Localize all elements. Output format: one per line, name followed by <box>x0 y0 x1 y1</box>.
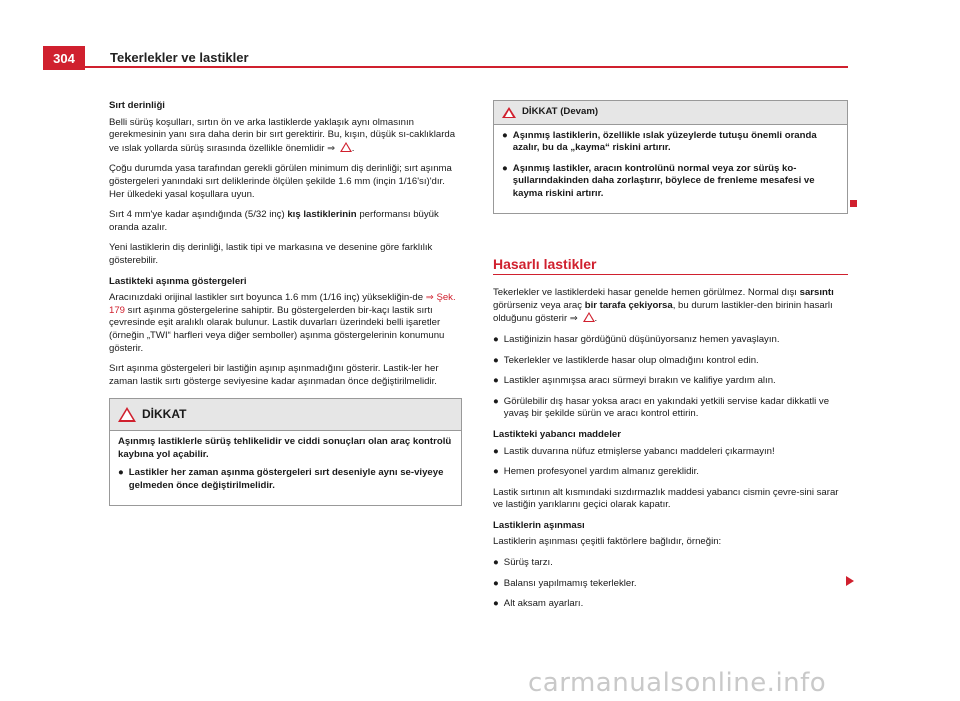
paragraph: Aracınızdaki orijinal lastikler sırt boyunca 1.6 mm (1/16 inç) yüksekliğin-de ⇒ Şek. 179 sırt aşınma göstergelerine sahiptir. Bu göstergelerden bir-kaçı lastik sırtı çevresinde eşit aralıklı olarak bulunur. Lastik duvarları üzerindeki belli işaretler (örneğin „TWI“ harfleri veya diğer semboller) aşınma göstergelerinin konumunu gösterir. <box>109 292 456 354</box>
warning-box-header <box>494 101 847 125</box>
list-item: ● Aşınmış lastikler, aracın kontrolünü normal veya zor sürüş ko-şullarındakinden daha zorlaştırır, böylece de frenleme mesafesi ve kayma riskini artırır. <box>502 162 815 199</box>
section-title: Hasarlı lastikler <box>493 258 848 276</box>
warning-box-header <box>110 399 461 431</box>
warning-triangle-icon: ! <box>118 407 136 422</box>
heading-foreign-objects: Lastikteki yabancı maddeler <box>493 428 621 440</box>
paragraph: Sırt 4 mm'ye kadar aşındığında (5/32 inç) kış lastiklerinin performansı büyük oranda azalır. <box>109 209 439 233</box>
list-item: ● Alt aksam ayarları. <box>493 598 584 610</box>
paragraph: Lastik sırtının alt kısmındaki sızdırmazlık maddesi yabancı cismin çevre-sini sarar ve lastiğin yarıklarını geçici olarak kapatır. <box>493 486 839 511</box>
list-item: ● Balansı yapılmamış tekerlekler. <box>493 577 637 589</box>
figure-reference-link[interactable]: ⇒ Şek. 179 <box>109 292 456 316</box>
warning-box-continued <box>493 100 848 214</box>
heading-wear-indicators: Lastikteki aşınma göstergeleri <box>109 275 247 287</box>
list-item: ● Lastikler her zaman aşınma göstergeleri sırt deseniyle aynı se-viyeye gelmeden önce değiştirilmelidir. <box>118 467 444 492</box>
list-item: ● Görülebilir dış hasar yoksa aracı en yakındaki yetkili servise kadar dikkatli ve yavaş bir şekilde sürün ve aracı kontrol ettirin. <box>493 395 830 420</box>
list-item: ● Lastikler aşınmışsa aracı sürmeyi bırakın ve kalifiye yardım alın. <box>493 375 776 387</box>
warning-box <box>109 398 462 505</box>
page-number: 304 <box>43 46 85 70</box>
warning-title: DİKKAT (Devam) <box>522 106 599 117</box>
paragraph: Sırt aşınma göstergeleri bir lastiğin aşınıp aşınmadığını gösterir. Lastik-ler her zaman lastik sırtı gösterge seviyesine kadar aşınmadan önce değiştirilmelidir. <box>109 363 439 387</box>
warning-text: Aşınmış lastiklerle sürüş tehlikelidir ve ciddi sonuçları olan araç kontrolü kaybına yol açabilir. <box>118 436 452 460</box>
warning-title: DİKKAT <box>142 407 187 422</box>
right-column <box>493 100 848 619</box>
paragraph: Tekerlekler ve lastiklerdeki hasar genelde hemen görülmez. Normal dışı sarsıntı görürseniz veya araç bir tarafa çekiyorsa, bu durum lastikler-den birinin hasarlı olduğunu gösterir ⇒ . <box>493 287 834 325</box>
continue-arrow-icon <box>846 576 854 586</box>
warning-box-body <box>110 431 461 504</box>
list-item: ● Lastiğinizin hasar gördüğünü düşünüyorsanız hemen yavaşlayın. <box>493 333 780 345</box>
left-column <box>109 100 462 506</box>
paragraph: Çoğu durumda yasa tarafından gerekli görülen minimum diş derinliği; sırt aşınma göstergeleri yanındaki sırt deliklerinde ölçülen şekilde 1.6 mm (inçin 1/16'sı)'dır. Her ülkedeki yasal koşullara uyun. <box>109 163 452 200</box>
paragraph: Belli sürüş koşulları, sırtın ön ve arka lastiklerde yaklaşık aynı olmasının gerekmesinin yanı sıra daha derin bir sırt gerektirir. Bu, kışın, düşük sı-caklıklarda ve ıslak yollarda sürüş sırasında özellikle önemlidir ⇒ . <box>109 116 456 154</box>
heading-tread-depth: Sırt derinliği <box>109 100 165 111</box>
header-rule <box>85 66 848 68</box>
watermark: carmanualsonline.info <box>528 668 827 698</box>
list-item: ● Sürüş tarzı. <box>493 557 553 569</box>
list-item: ● Aşınmış lastiklerin, özellikle ıslak yüzeylerde tutuşu önemli oranda azalır, bu da „kayma“ riskini artırır. <box>502 129 817 154</box>
list-item: ● Lastik duvarına nüfuz etmişlerse yabancı maddeleri çıkarmayın! <box>493 445 775 457</box>
warning-triangle-icon <box>340 142 352 152</box>
warning-triangle-icon: ! <box>502 107 516 118</box>
warning-triangle-icon <box>583 312 595 322</box>
paragraph: Lastiklerin aşınması çeşitli faktörlere bağlıdır, örneğin: <box>493 536 722 548</box>
paragraph: Yeni lastiklerin diş derinliği, lastik tipi ve markasına ve desenine göre farklılık gösterebilir. <box>109 242 433 266</box>
list-item: ● Tekerlekler ve lastiklerde hasar olup olmadığını kontrol edin. <box>493 354 759 366</box>
section-end-marker <box>850 200 857 207</box>
list-item: ● Hemen profesyonel yardım almanız gereklidir. <box>493 466 699 478</box>
page-title: Tekerlekler ve lastikler <box>110 50 249 65</box>
warning-box-body <box>494 125 847 213</box>
heading-tire-wear: Lastiklerin aşınması <box>493 519 585 531</box>
